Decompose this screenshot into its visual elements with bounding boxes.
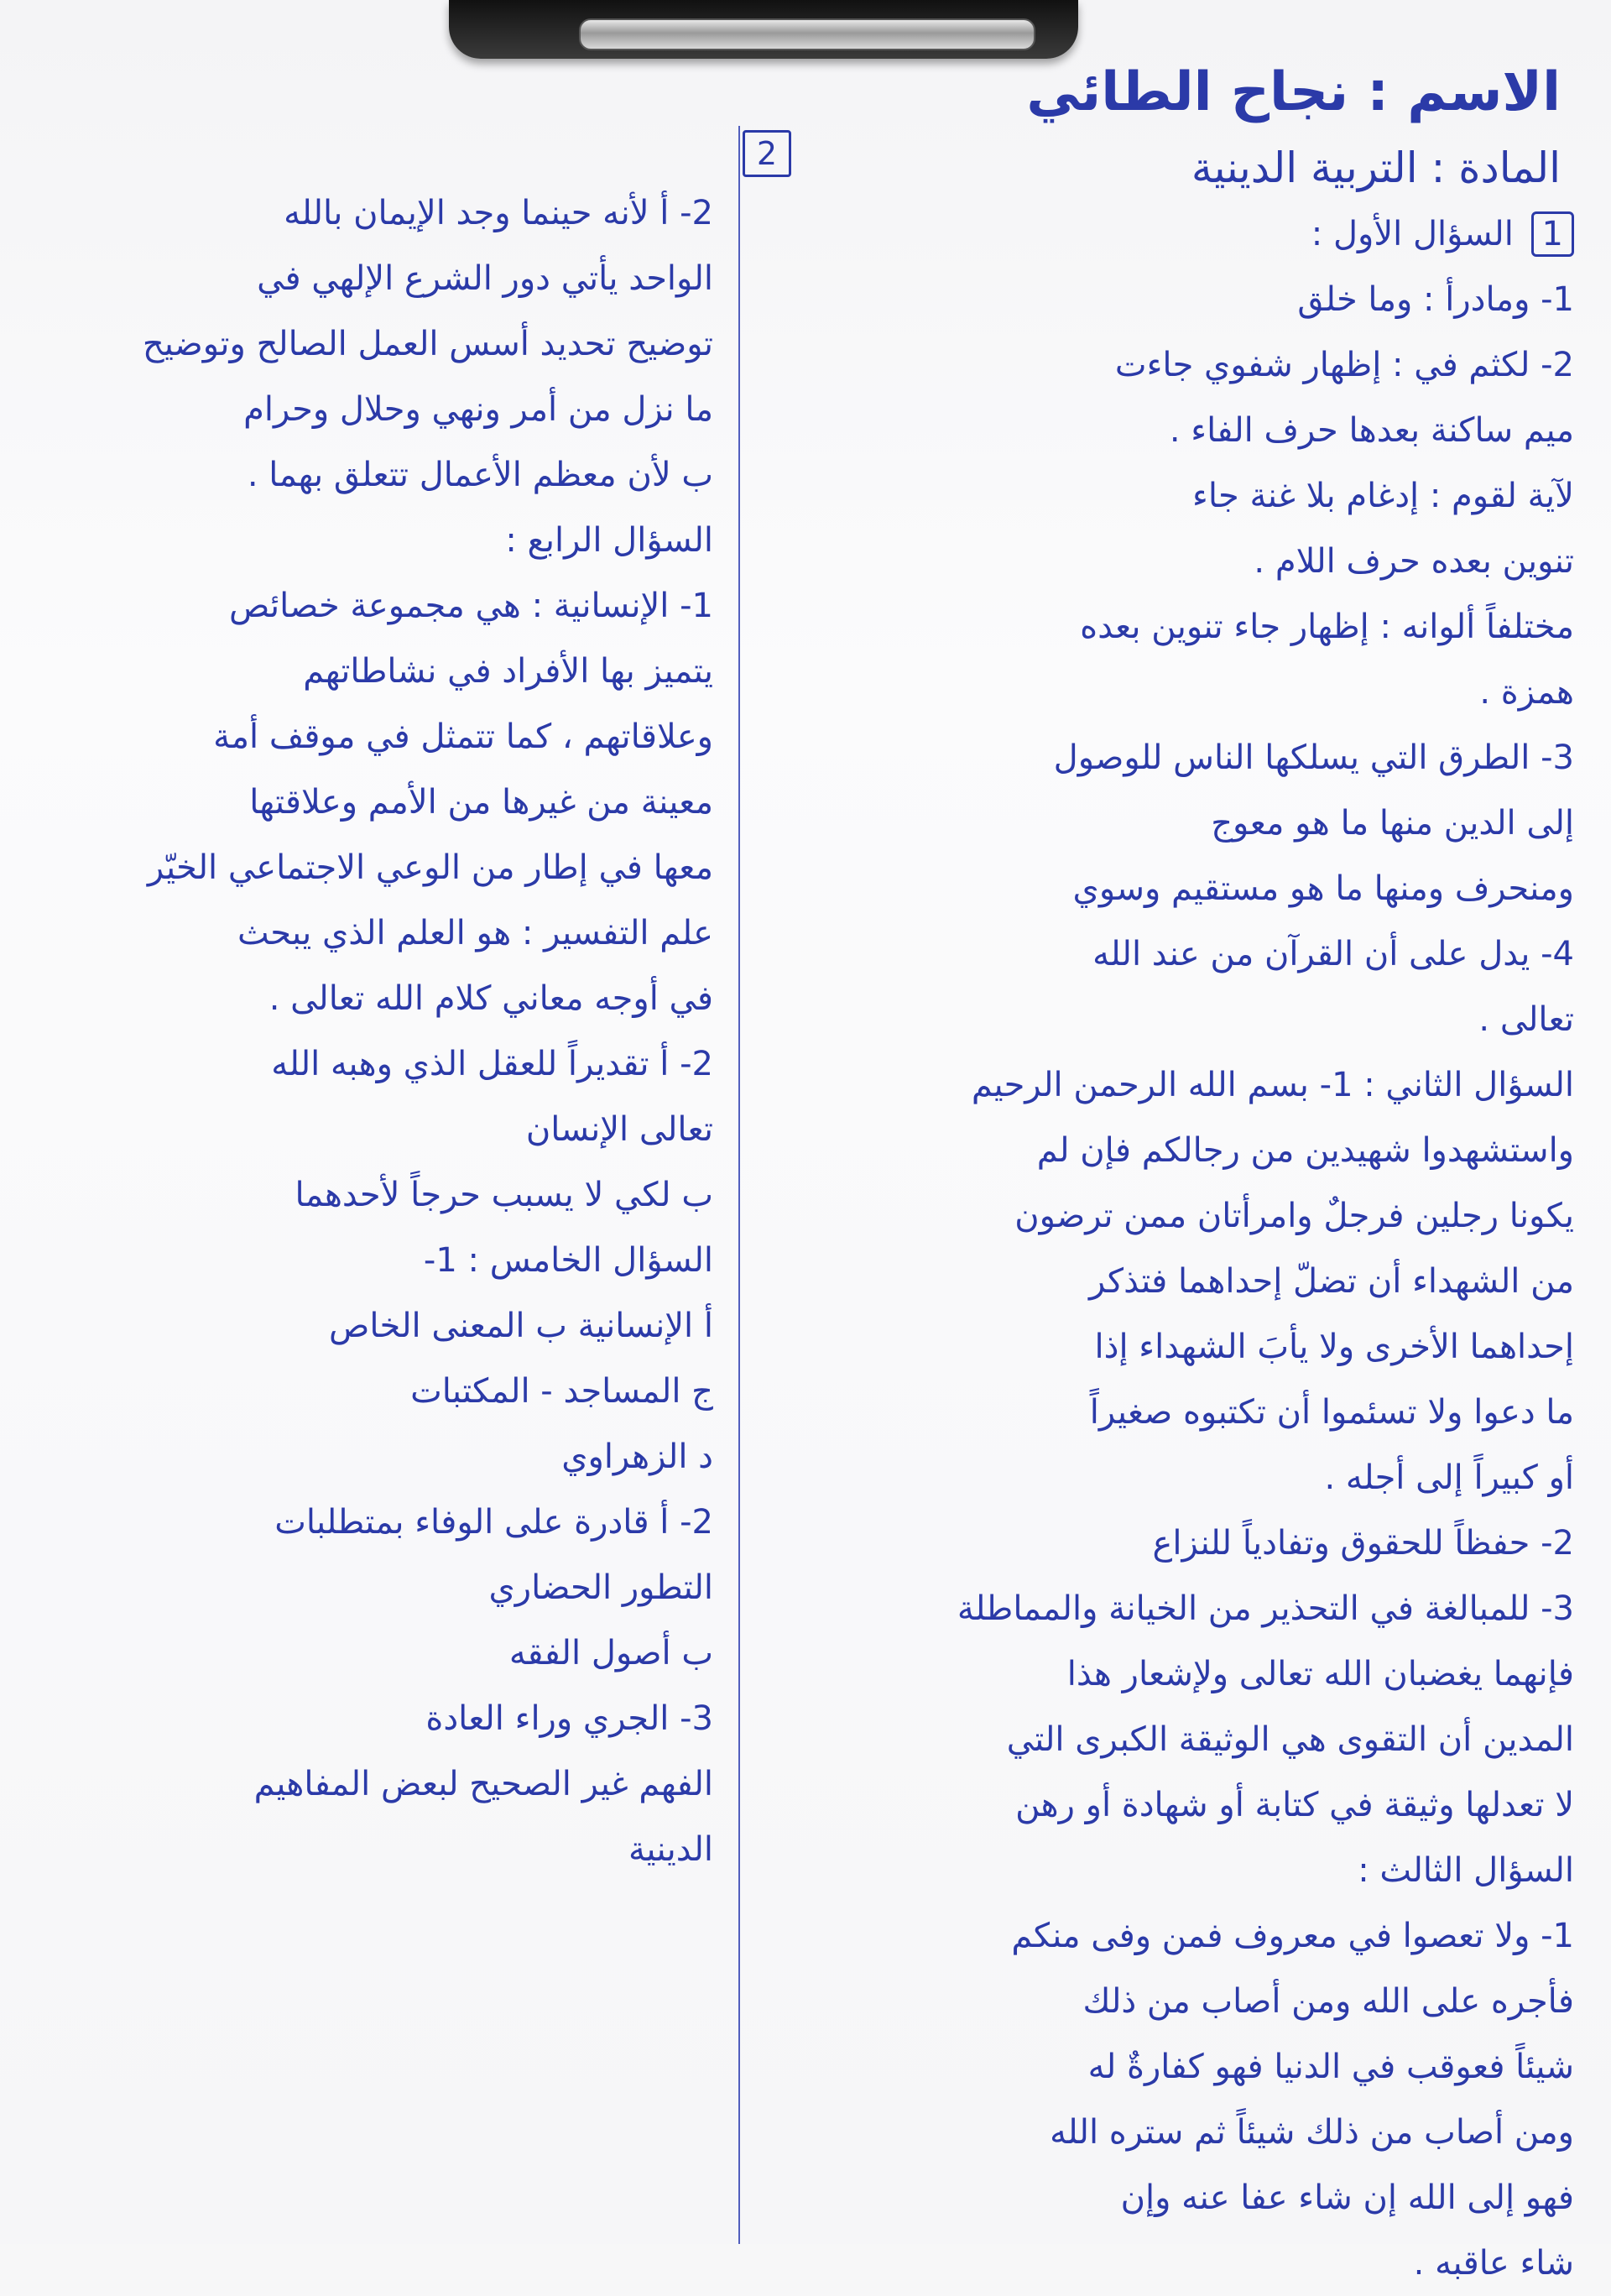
answer-line: د الزهراوي xyxy=(561,1438,713,1476)
answer-line: تعالى الإنسان xyxy=(525,1110,713,1149)
answer-line: ج المساجد - المكتبات xyxy=(410,1372,713,1411)
answer-line: معها في إطار من الوعي الاجتماعي الخيّر xyxy=(147,848,713,887)
answer-line: 1- الإنسانية : هي مجموعة خصائص xyxy=(228,587,713,625)
answer-line: إلى الدين منها ما هو معوج xyxy=(1211,804,1574,843)
page-number: 2 xyxy=(743,130,791,177)
answer-line: 1- ومادرأ : وما خلق xyxy=(1297,280,1574,319)
answer-line: شاء عاقبه . xyxy=(1413,2244,1574,2283)
right-column xyxy=(735,201,1574,2296)
answer-line: معينة من غيرها من الأمم وعلاقتها xyxy=(249,783,713,822)
answer-line: التطور الحضاري xyxy=(488,1568,713,1607)
q1-heading xyxy=(735,201,1574,267)
answer-line: وعلاقاتهم ، كما تتمثل في موقف أمة xyxy=(213,718,713,756)
answer-line: فإنهما يغضبان الله تعالى ولإشعار هذا xyxy=(1066,1655,1574,1693)
answer-line: يكونا رجلين فرجلٌ وامرأتان ممن ترضون xyxy=(1014,1197,1574,1235)
answer-line: 2- لكثم في : إظهار شفوي جاءت xyxy=(1114,346,1574,384)
answer-line: علم التفسير : هو العلم الذي يبحث xyxy=(237,914,713,952)
q3-heading: السؤال الثالث : xyxy=(1358,1851,1574,1890)
answer-line: ما نزل من أمر ونهي وحلال وحرام xyxy=(243,390,713,429)
answer-line: لآية لقوم : إدغام بلا غنة جاء xyxy=(1192,477,1574,515)
answer-line: 3- للمبالغة في التحذير من الخيانة والمماطلة xyxy=(957,1589,1574,1628)
answer-line: ب أصول الفقه xyxy=(508,1634,713,1672)
answer-line: همزة . xyxy=(1479,673,1574,712)
answer-line: ب لأن معظم الأعمال تتعلق بهما . xyxy=(247,456,713,494)
answer-line: واستشهدوا شهيدين من رجالكم فإن لم xyxy=(1036,1131,1574,1170)
header xyxy=(806,50,1561,201)
answer-line: 3- الطرق التي يسلكها الناس للوصول xyxy=(1053,738,1574,777)
answer-line: الواحد يأتي دور الشرع الإلهي في xyxy=(257,259,713,298)
answer-line: لا تعدلها وثيقة في كتابة أو شهادة أو رهن xyxy=(1015,1786,1574,1824)
answer-line: من الشهداء أن تضلّ إحداهما فتذكر xyxy=(1088,1262,1574,1301)
left-column xyxy=(0,180,713,1882)
q1-title: السؤال الأول : xyxy=(1311,215,1514,253)
answer-line: تنوين بعده حرف اللام . xyxy=(1254,542,1574,581)
answer-line: 2- حفظاً للحقوق وتفادياً للنزاع xyxy=(1152,1524,1574,1563)
subject: المادة : التربية الدينية xyxy=(1191,144,1561,192)
answer-line: ميم ساكنة بعدها حرف الفاء . xyxy=(1169,411,1574,450)
answer-line: 1- ولا تعصوا في معروف فمن وفى منكم xyxy=(1011,1917,1574,1955)
answer-line: ما دعوا ولا تسئموا أن تكتبوه صغيراً xyxy=(1089,1393,1574,1432)
answer-line: مختلفاً ألوانه : إظهار جاء تنوين بعده xyxy=(1080,608,1574,646)
answer-line: فهو إلى الله إن شاء عفا عنه وإن xyxy=(1120,2179,1574,2217)
student-name: الاسم : نجاح الطائي xyxy=(1026,61,1561,123)
answer-line: في أوجه معاني كلام الله تعالى . xyxy=(268,979,713,1018)
answer-line: ومن أصاب من ذلك شيئاً ثم ستره الله xyxy=(1050,2113,1574,2152)
answer-line: ومنحرف ومنها ما هو مستقيم وسوي xyxy=(1072,869,1574,908)
answer-line: أو كبيراً إلى أجله . xyxy=(1324,1458,1574,1497)
answer-line: شيئاً فعوقب في الدنيا فهو كفارةٌ له xyxy=(1087,2048,1574,2086)
answer-line: 2- أ تقديراً للعقل الذي وهبه الله xyxy=(271,1045,713,1083)
answer-line: الفهم غير الصحيح لبعض المفاهيم xyxy=(253,1765,713,1803)
answer-line: المدين أن التقوى هي الوثيقة الكبرى التي xyxy=(1006,1720,1574,1759)
answer-line: 4- يدل على أن القرآن من عند الله xyxy=(1092,935,1574,973)
answer-line: تعالى . xyxy=(1478,1000,1574,1039)
answer-line: فأجره على الله ومن أصاب من ذلك xyxy=(1082,1982,1574,2021)
answer-line: أ الإنسانية ب المعنى الخاص xyxy=(328,1307,713,1345)
q4-heading: السؤال الرابع : xyxy=(505,521,713,560)
answer-line: الدينية xyxy=(628,1830,713,1869)
answer-line: 3- الجري وراء العادة xyxy=(425,1699,713,1738)
clipboard-clip-bar xyxy=(579,18,1035,50)
q5-heading: السؤال الخامس : 1- xyxy=(423,1241,713,1280)
q1-number-box: 1 xyxy=(1531,211,1574,257)
answer-line: 2- أ قادرة على الوفاء بمتطلبات xyxy=(274,1503,713,1542)
answer-line: إحداهما الأخرى ولا يأبَ الشهداء إذا xyxy=(1094,1328,1574,1366)
answer-line: 2- أ لأنه حينما وجد الإيمان بالله xyxy=(284,194,713,232)
q2-heading: السؤال الثاني : 1- بسم الله الرحمن الرحيم xyxy=(971,1066,1574,1104)
answer-line: ب لكي لا يسبب حرجاً لأحدهما xyxy=(295,1176,713,1214)
answer-line: توضيح تحديد أسس العمل الصالح وتوضيح xyxy=(142,325,713,363)
answer-line: يتميز بها الأفراد في نشاطاتهم xyxy=(303,652,713,691)
